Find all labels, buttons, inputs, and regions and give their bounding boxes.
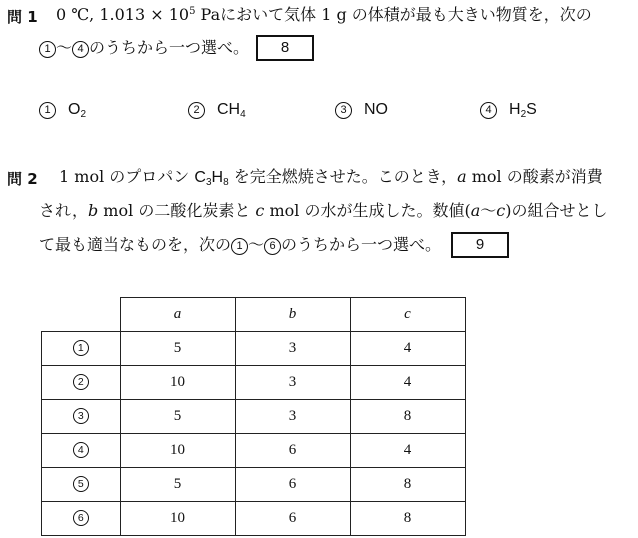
- cell-c: 8: [350, 502, 465, 536]
- choice-number: 4: [480, 102, 497, 119]
- table-row[interactable]: [42, 434, 466, 468]
- cell-a: 10: [120, 434, 235, 468]
- cell-c: 4: [350, 434, 465, 468]
- cell-b: 3: [235, 332, 350, 366]
- table-row[interactable]: [42, 366, 466, 400]
- q1-choice-1[interactable]: [39, 101, 86, 119]
- q1-answer-box[interactable]: 8: [256, 35, 314, 61]
- cell-a: 10: [120, 366, 235, 400]
- table-header-row: [42, 298, 466, 332]
- var-c: c: [255, 201, 265, 220]
- row-number: 2: [42, 366, 121, 400]
- q1-line1-tail: において気体 1 g の体積が最も大きい物質を，次の: [220, 5, 592, 24]
- table-row[interactable]: [42, 502, 466, 536]
- cell-b: 6: [235, 468, 350, 502]
- q2-label: 問 2: [7, 170, 38, 188]
- q2-range-end: 6: [264, 238, 281, 255]
- choice-formula: $H_2S$: [509, 101, 537, 120]
- cell-b: 3: [235, 400, 350, 434]
- choice-formula: $O_2$: [68, 101, 87, 120]
- cell-c: 8: [350, 400, 465, 434]
- answer-options-table: [41, 297, 466, 536]
- cell-a: 5: [120, 468, 235, 502]
- table-row[interactable]: [42, 400, 466, 434]
- col-header-c: c: [350, 298, 465, 332]
- q1-range-start: 1: [39, 41, 56, 58]
- cell-b: 6: [235, 502, 350, 536]
- q1-line2: [39, 38, 249, 58]
- choice-formula: NO: [364, 101, 388, 118]
- table-corner: [42, 298, 121, 332]
- q1-range-tilde: ～: [56, 38, 73, 57]
- table-row[interactable]: [42, 468, 466, 502]
- q2-answer-box[interactable]: 9: [451, 232, 509, 258]
- cell-a: 10: [120, 502, 235, 536]
- q1-choice-3[interactable]: [335, 101, 388, 119]
- q2-line2: され，b mol の二酸化炭素と c mol の水が生成した。数値(a～c)の組合せとし: [39, 201, 608, 220]
- q1-choice-2[interactable]: [188, 101, 246, 119]
- choice-number: 2: [188, 102, 205, 119]
- table-row[interactable]: [42, 332, 466, 366]
- cell-b: 3: [235, 366, 350, 400]
- var-b: b: [87, 201, 99, 220]
- q1-exponent: 5: [189, 6, 196, 17]
- var-a: a: [457, 167, 467, 186]
- q1-line2-tail: のうちから一つ選べ。: [89, 38, 250, 57]
- q1-unit: Pa: [195, 5, 221, 24]
- q2-line1: 1 mol のプロパン $C_3H_8$ を完全燃焼させた。このとき，a mol の酸素が消費: [59, 167, 603, 188]
- row-number: 4: [42, 434, 121, 468]
- row-number: 1: [42, 332, 121, 366]
- row-number: 6: [42, 502, 121, 536]
- q1-condition: 0 ℃, 1.013 × 10: [56, 5, 190, 24]
- cell-c: 8: [350, 468, 465, 502]
- propane-formula: $C_3H_8$: [194, 169, 229, 188]
- row-number: 5: [42, 468, 121, 502]
- cell-b: 6: [235, 434, 350, 468]
- cell-c: 4: [350, 332, 465, 366]
- q2-range-start: 1: [231, 238, 248, 255]
- q1-range-end: 4: [72, 41, 89, 58]
- col-header-a: a: [120, 298, 235, 332]
- row-number: 3: [42, 400, 121, 434]
- cell-a: 5: [120, 400, 235, 434]
- choice-number: 3: [335, 102, 352, 119]
- col-header-b: b: [235, 298, 350, 332]
- choice-formula: $CH_4$: [217, 101, 246, 120]
- q1-label: 問 1: [7, 8, 38, 26]
- cell-a: 5: [120, 332, 235, 366]
- choice-number: 1: [39, 102, 56, 119]
- cell-c: 4: [350, 366, 465, 400]
- q2-line3: て最も適当なものを，次の 1 ～ 6 のうちから一つ選べ。: [39, 235, 442, 254]
- q1-choice-4[interactable]: [480, 101, 537, 119]
- q1-line1: [56, 5, 592, 25]
